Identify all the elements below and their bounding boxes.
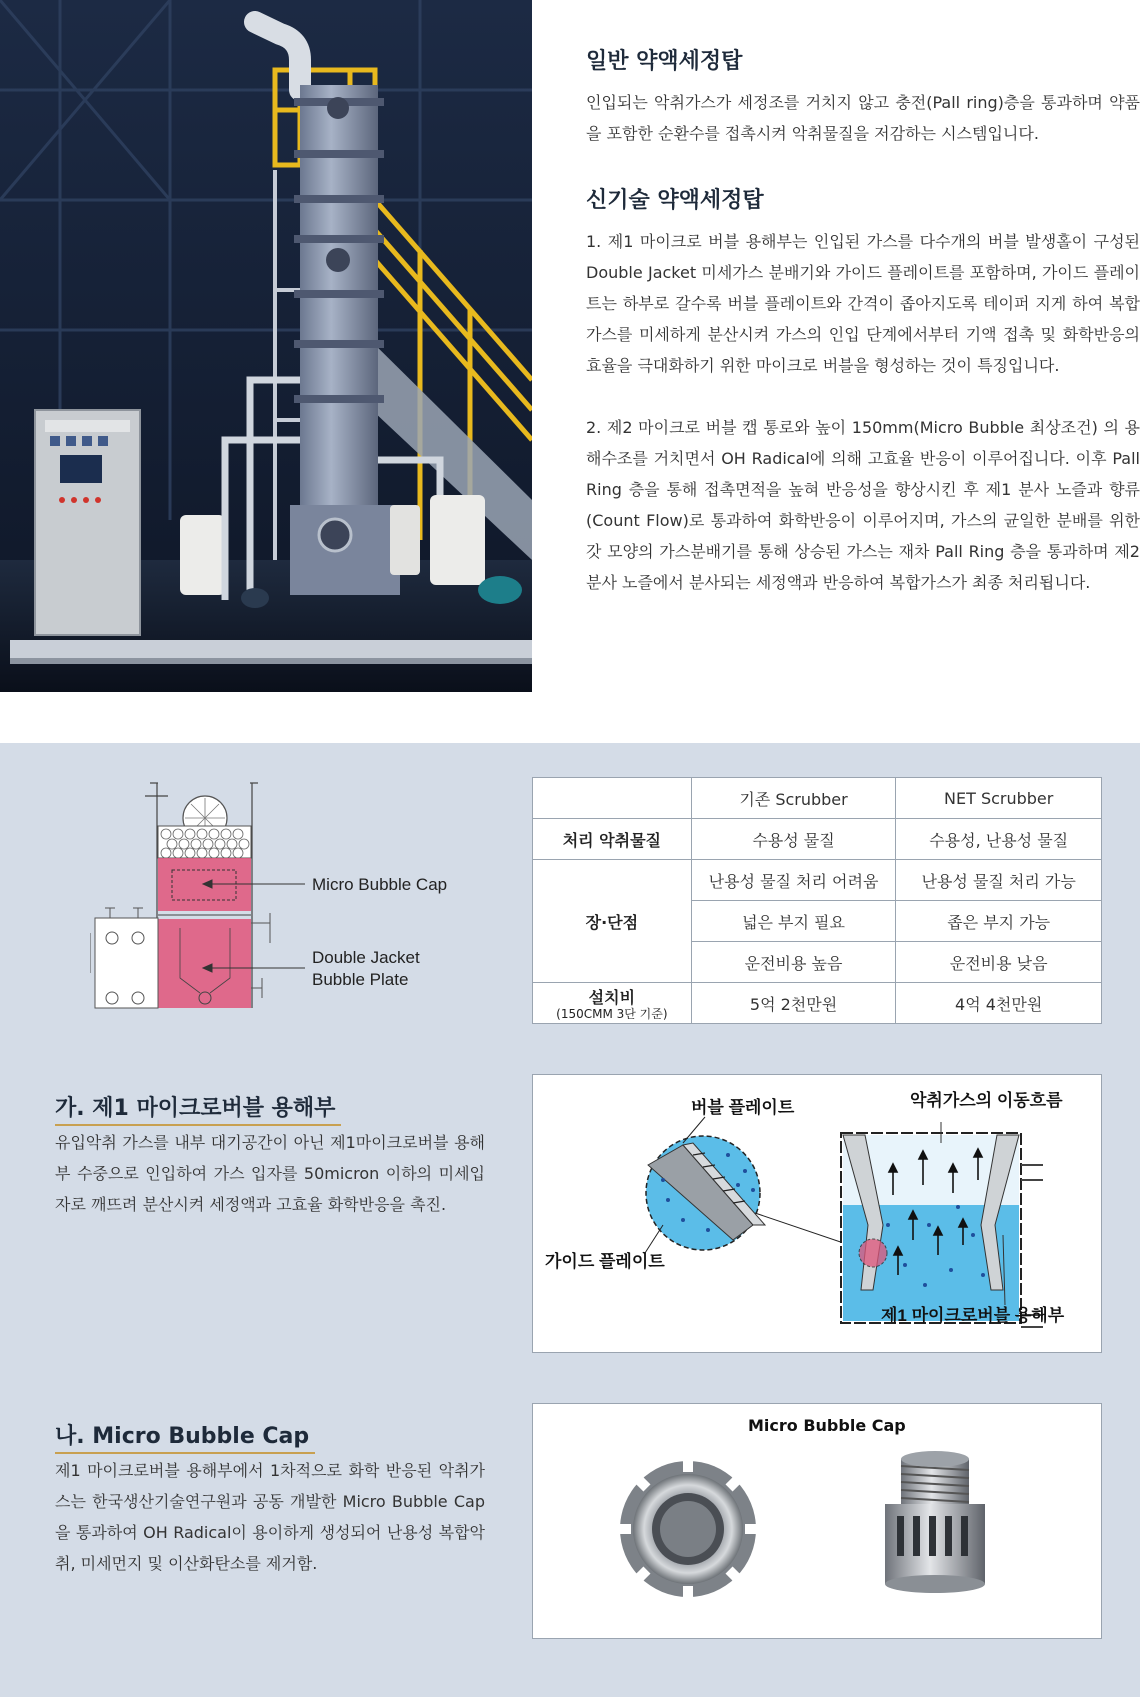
table-cell: 운전비용 높음 [691,942,896,983]
newtech-paragraph-1: 1. 제1 마이크로 버블 용해부는 인입된 가스를 다수개의 버블 발생홀이 구성된 Double Jacket 미세가스 분배기와 가이드 플레이트를 포함하며, 가이드 플레이트는 하부로 갈수록 버블 플레이트와 간격이 좁아지도록 테이퍼 지게 하여 복합가스를 미세하게 분산시켜 가스의 인입 단계에서부터 기액 접촉 및 화학반응의 효율을 극대화하기 위한 마이크로 버블을 형성하는 것이 특징입니다. [586,232,1140,375]
detail-section [0,743,1140,1697]
general-scrubber-body: 인입되는 악취가스가 세정조를 거치지 않고 충전(Pall ring)층을 통과하며 약품을 포함한 순환수를 접촉시켜 악취물질을 저감하는 시스템입니다. [586,93,1140,143]
table-cell: 수용성 물질 [691,819,896,860]
install-cost-label: 설치비 [588,988,636,1007]
comparison-table [532,777,1102,1024]
scrubber-schematic [90,778,510,1023]
general-scrubber-title: 일반 약액세정탑 [586,44,754,75]
table-corner-cell [533,778,692,819]
col-existing-scrubber: 기존 Scrubber [691,778,896,819]
intro-text [586,44,1140,598]
dissolver-diagram [532,1074,1102,1353]
intro-section [0,0,1140,692]
table-cell: 좁은 부지 가능 [896,901,1102,942]
row-head-pros-cons: 장·단점 [533,860,692,983]
newtech-paragraph-2: 2. 제2 마이크로 버블 캡 통로와 높이 150mm(Micro Bubble 최상조건) 의 용해수조를 거치면서 OH Radical에 의해 고효율 반응이 이루어집니다. 이후 Pall Ring 층을 통해 접촉면적을 높혀 반응성을 향상시킨 후 제1 분사 노즐과 향류(Count Flow)로 통과하여 화학반응이 이루어지며, 가스의 균일한 분배를 위한 갓 모양의 가스분배기를 통해 상승된 가스는 재차 Pall Ring 층을 통과하며 제2 분사 노즐에서 분사되는 세정액과 반응하여 복합가스가 최종 처리됩니다. [586,418,1140,592]
install-cost-basis: (150CMM 3단 기준) [556,1007,668,1021]
table-cell: 난용성 물질 처리 가능 [896,860,1102,901]
label-first-dissolver: 제1 마이크로버블 용해부 [881,1306,1065,1325]
table-cell: 4억 4천만원 [896,983,1102,1024]
label-bubble-plate: Bubble Plate [312,970,409,989]
label-double-jacket: Double Jacket [312,948,420,967]
table-row [533,983,1102,1024]
label-micro-bubble-cap: Micro Bubble Cap [312,875,448,894]
table-header-row [533,778,1102,819]
table-cell: 난용성 물질 처리 어려움 [691,860,896,901]
scrubber-tower-photo [0,0,532,692]
cap-top-view [617,1458,759,1600]
row-head-target: 처리 악취물질 [533,819,692,860]
section-b-title: 나. Micro Bubble Cap [55,1419,309,1454]
label-gas-flow: 악취가스의 이동흐름 [910,1091,1063,1110]
table-cell: 넓은 부지 필요 [691,901,896,942]
section-b-body: 제1 마이크로버블 용해부에서 1차적으로 화학 반응된 악취가스는 한국생산기술연구원과 공동 개발한 Micro Bubble Cap을 통과하여 OH Radical이 용이하게 생성되어 난용성 복합악취, 미세먼지 및 이산화탄소를 제거함. [55,1461,485,1573]
section-a-body: 유입악취 가스를 내부 대기공간이 아닌 제1마이크로버블 용해부 수중으로 인입하여 가스 입자를 50micron 이하의 미세입자로 깨뜨려 분산시켜 세정액과 고효율 화학반응을 촉진. [55,1133,485,1214]
micro-bubble-cap-caption: Micro Bubble Cap [748,1416,906,1435]
row-head-install-cost [533,983,692,1024]
table-row [533,819,1102,860]
label-bubble-plate: 버블 플레이트 [691,1098,795,1117]
micro-bubble-cap-figure [532,1403,1102,1639]
table-cell: 운전비용 낮음 [896,942,1102,983]
table-cell: 5억 2천만원 [691,983,896,1024]
cap-side-view [885,1451,985,1593]
section-a-title: 가. 제1 마이크로버블 용해부 [55,1091,335,1126]
table-row [533,860,1102,901]
col-net-scrubber: NET Scrubber [896,778,1102,819]
label-guide-plate: 가이드 플레이트 [545,1252,665,1271]
table-cell: 수용성, 난용성 물질 [896,819,1102,860]
newtech-scrubber-title: 신기술 약액세정탑 [586,183,776,214]
